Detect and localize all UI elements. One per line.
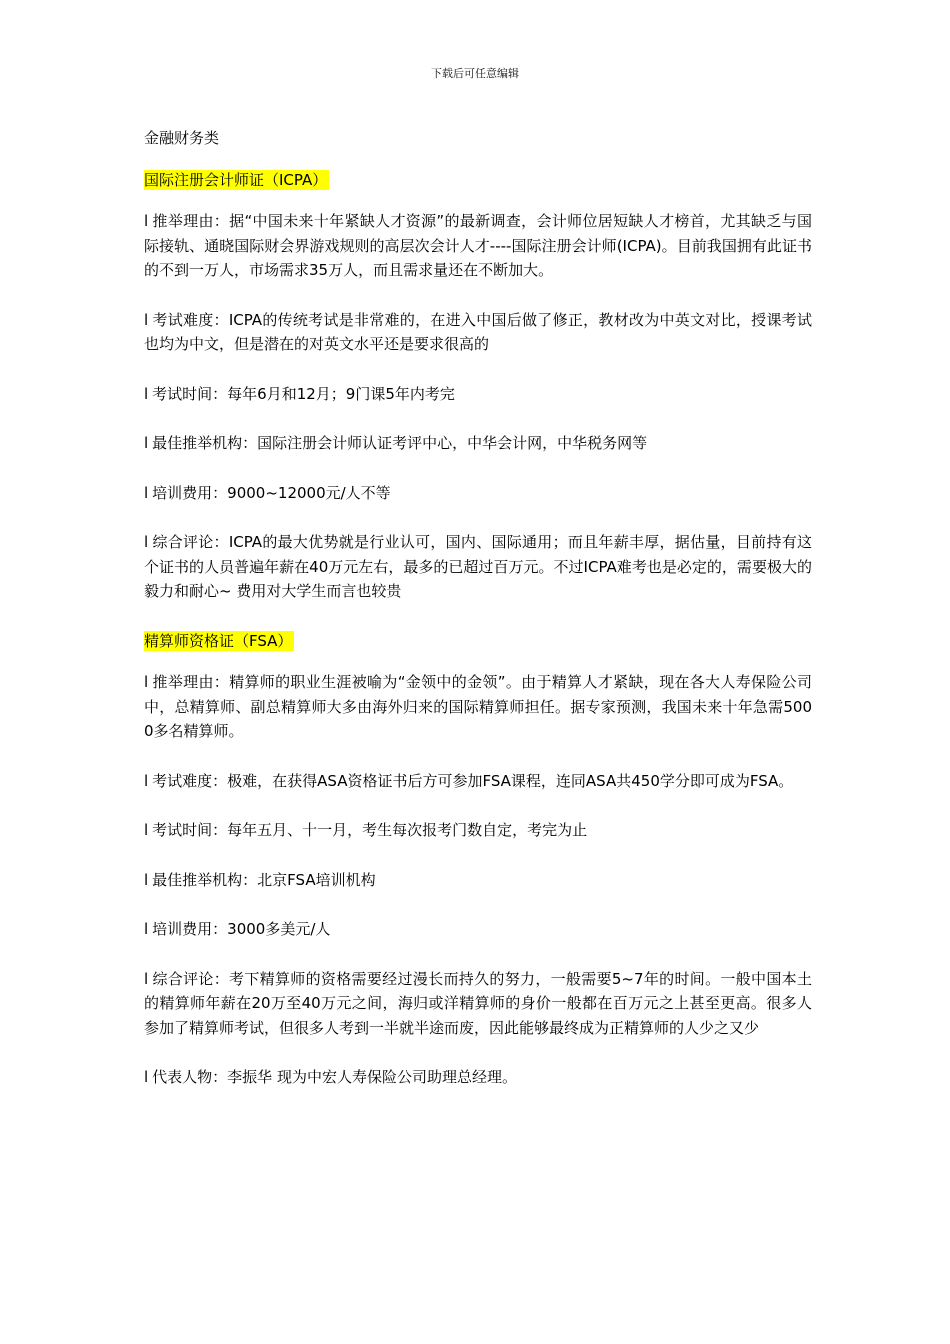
bullet-marker: l — [144, 969, 149, 988]
paragraph-text: 最佳推举机构：国际注册会计师认证考评中心，中华会计网，中华税务网等 — [152, 434, 648, 452]
sections-container — [144, 168, 812, 1090]
paragraph-text: 代表人物：李振华 现为中宏人寿保险公司助理总经理。 — [152, 1068, 517, 1086]
paragraph-text: 推举理由：据“中国未来十年紧缺人才资源”的最新调查，会计师位居短缺人才榜首，尤其缺乏与国际接轨、通晓国际财会界游戏规则的高层次会计人才----国际注册会计师(ICPA)。目前我国拥有此证书的不到一万人，市场需求35万人，而且需求量还在不断加大。 — [144, 212, 812, 279]
certificate-title — [144, 629, 812, 654]
bullet-paragraph — [144, 868, 812, 893]
bullet-marker: l — [144, 384, 149, 403]
bullet-marker: l — [144, 870, 149, 889]
bullet-marker: l — [144, 434, 149, 452]
paragraph-text: 考试难度：极难，在获得ASA资格证书后方可参加FSA课程，连同ASA共450学分即可成为FSA。 — [152, 771, 794, 790]
paragraph-text: 综合评论：考下精算师的资格需要经过漫长而持久的努力，一般需要5~7年的时间。一般中国本土的精算师年薪在20万至40万元之间，海归或洋精算师的身价一般都在百万元之上甚至更高。很多人参加了精算师考试，但很多人考到一半就半途而废，因此能够最终成为正精算师的人少之又少 — [144, 969, 812, 1037]
paragraph-text: 培训费用：9000~12000元/人不等 — [152, 483, 391, 502]
paragraph-text: 考试难度：ICPA的传统考试是非常难的，在进入中国后做了修正，教材改为中英文对比，授课考试也均为中文，但是潜在的对英文水平还是要求很高的 — [144, 310, 812, 353]
bullet-marker: l — [144, 771, 149, 790]
paragraph-text: 最佳推举机构：北京FSA培训机构 — [152, 870, 376, 889]
bullet-paragraph — [144, 967, 812, 1041]
paragraph-text: 综合评论：ICPA的最大优势就是行业认可，国内、国际通用；而且年薪丰厚，据估量，目前持有这个证书的人员普遍年薪在40万元左右，最多的已超过百万元。不过ICPA难考也是必定的，需要极大的毅力和耐心~ 费用对大学生而言也较贵 — [144, 533, 812, 600]
bullet-marker: l — [144, 920, 149, 938]
paragraph-text: 考试时间：每年五月、十一月，考生每次报考门数自定，考完为止 — [152, 821, 588, 839]
bullet-paragraph — [144, 481, 812, 506]
highlighted-title-text: 精算师资格证（FSA） — [144, 631, 293, 650]
bullet-paragraph — [144, 209, 812, 283]
bullet-paragraph — [144, 308, 812, 357]
bullet-marker: l — [144, 212, 149, 230]
bullet-marker: l — [144, 533, 149, 551]
category-heading: 金融财务类 — [144, 129, 220, 147]
paragraph-text: 培训费用：3000多美元/人 — [152, 920, 331, 938]
certificate-title — [144, 168, 812, 193]
bullet-paragraph — [144, 670, 812, 744]
paragraph-text: 考试时间：每年6月和12月；9门课5年内考完 — [152, 384, 455, 403]
bullet-marker: l — [144, 1068, 149, 1086]
bullet-paragraph — [144, 917, 812, 942]
bullet-paragraph — [144, 382, 812, 407]
bullet-paragraph — [144, 1065, 812, 1090]
paragraph-text: 推举理由：精算师的职业生涯被喻为“金领中的金领”。由于精算人才紧缺，现在各大人寿保险公司中，总精算师、副总精算师大多由海外归来的国际精算师担任。据专家预测，我国未来十年急需5000多名精算师。 — [144, 673, 812, 740]
bullet-paragraph — [144, 431, 812, 456]
bullet-paragraph — [144, 769, 812, 794]
bullet-marker: l — [144, 483, 149, 502]
certificate-section — [144, 168, 812, 604]
highlighted-title-text: 国际注册会计师证（ICPA） — [144, 170, 328, 189]
page-header: 下载后可任意编辑 — [431, 67, 519, 80]
certificate-section — [144, 629, 812, 1090]
bullet-marker: l — [144, 310, 149, 329]
bullet-paragraph — [144, 530, 812, 604]
bullet-marker: l — [144, 673, 149, 691]
bullet-marker: l — [144, 821, 149, 839]
bullet-paragraph — [144, 818, 812, 843]
document-body — [144, 126, 812, 1115]
